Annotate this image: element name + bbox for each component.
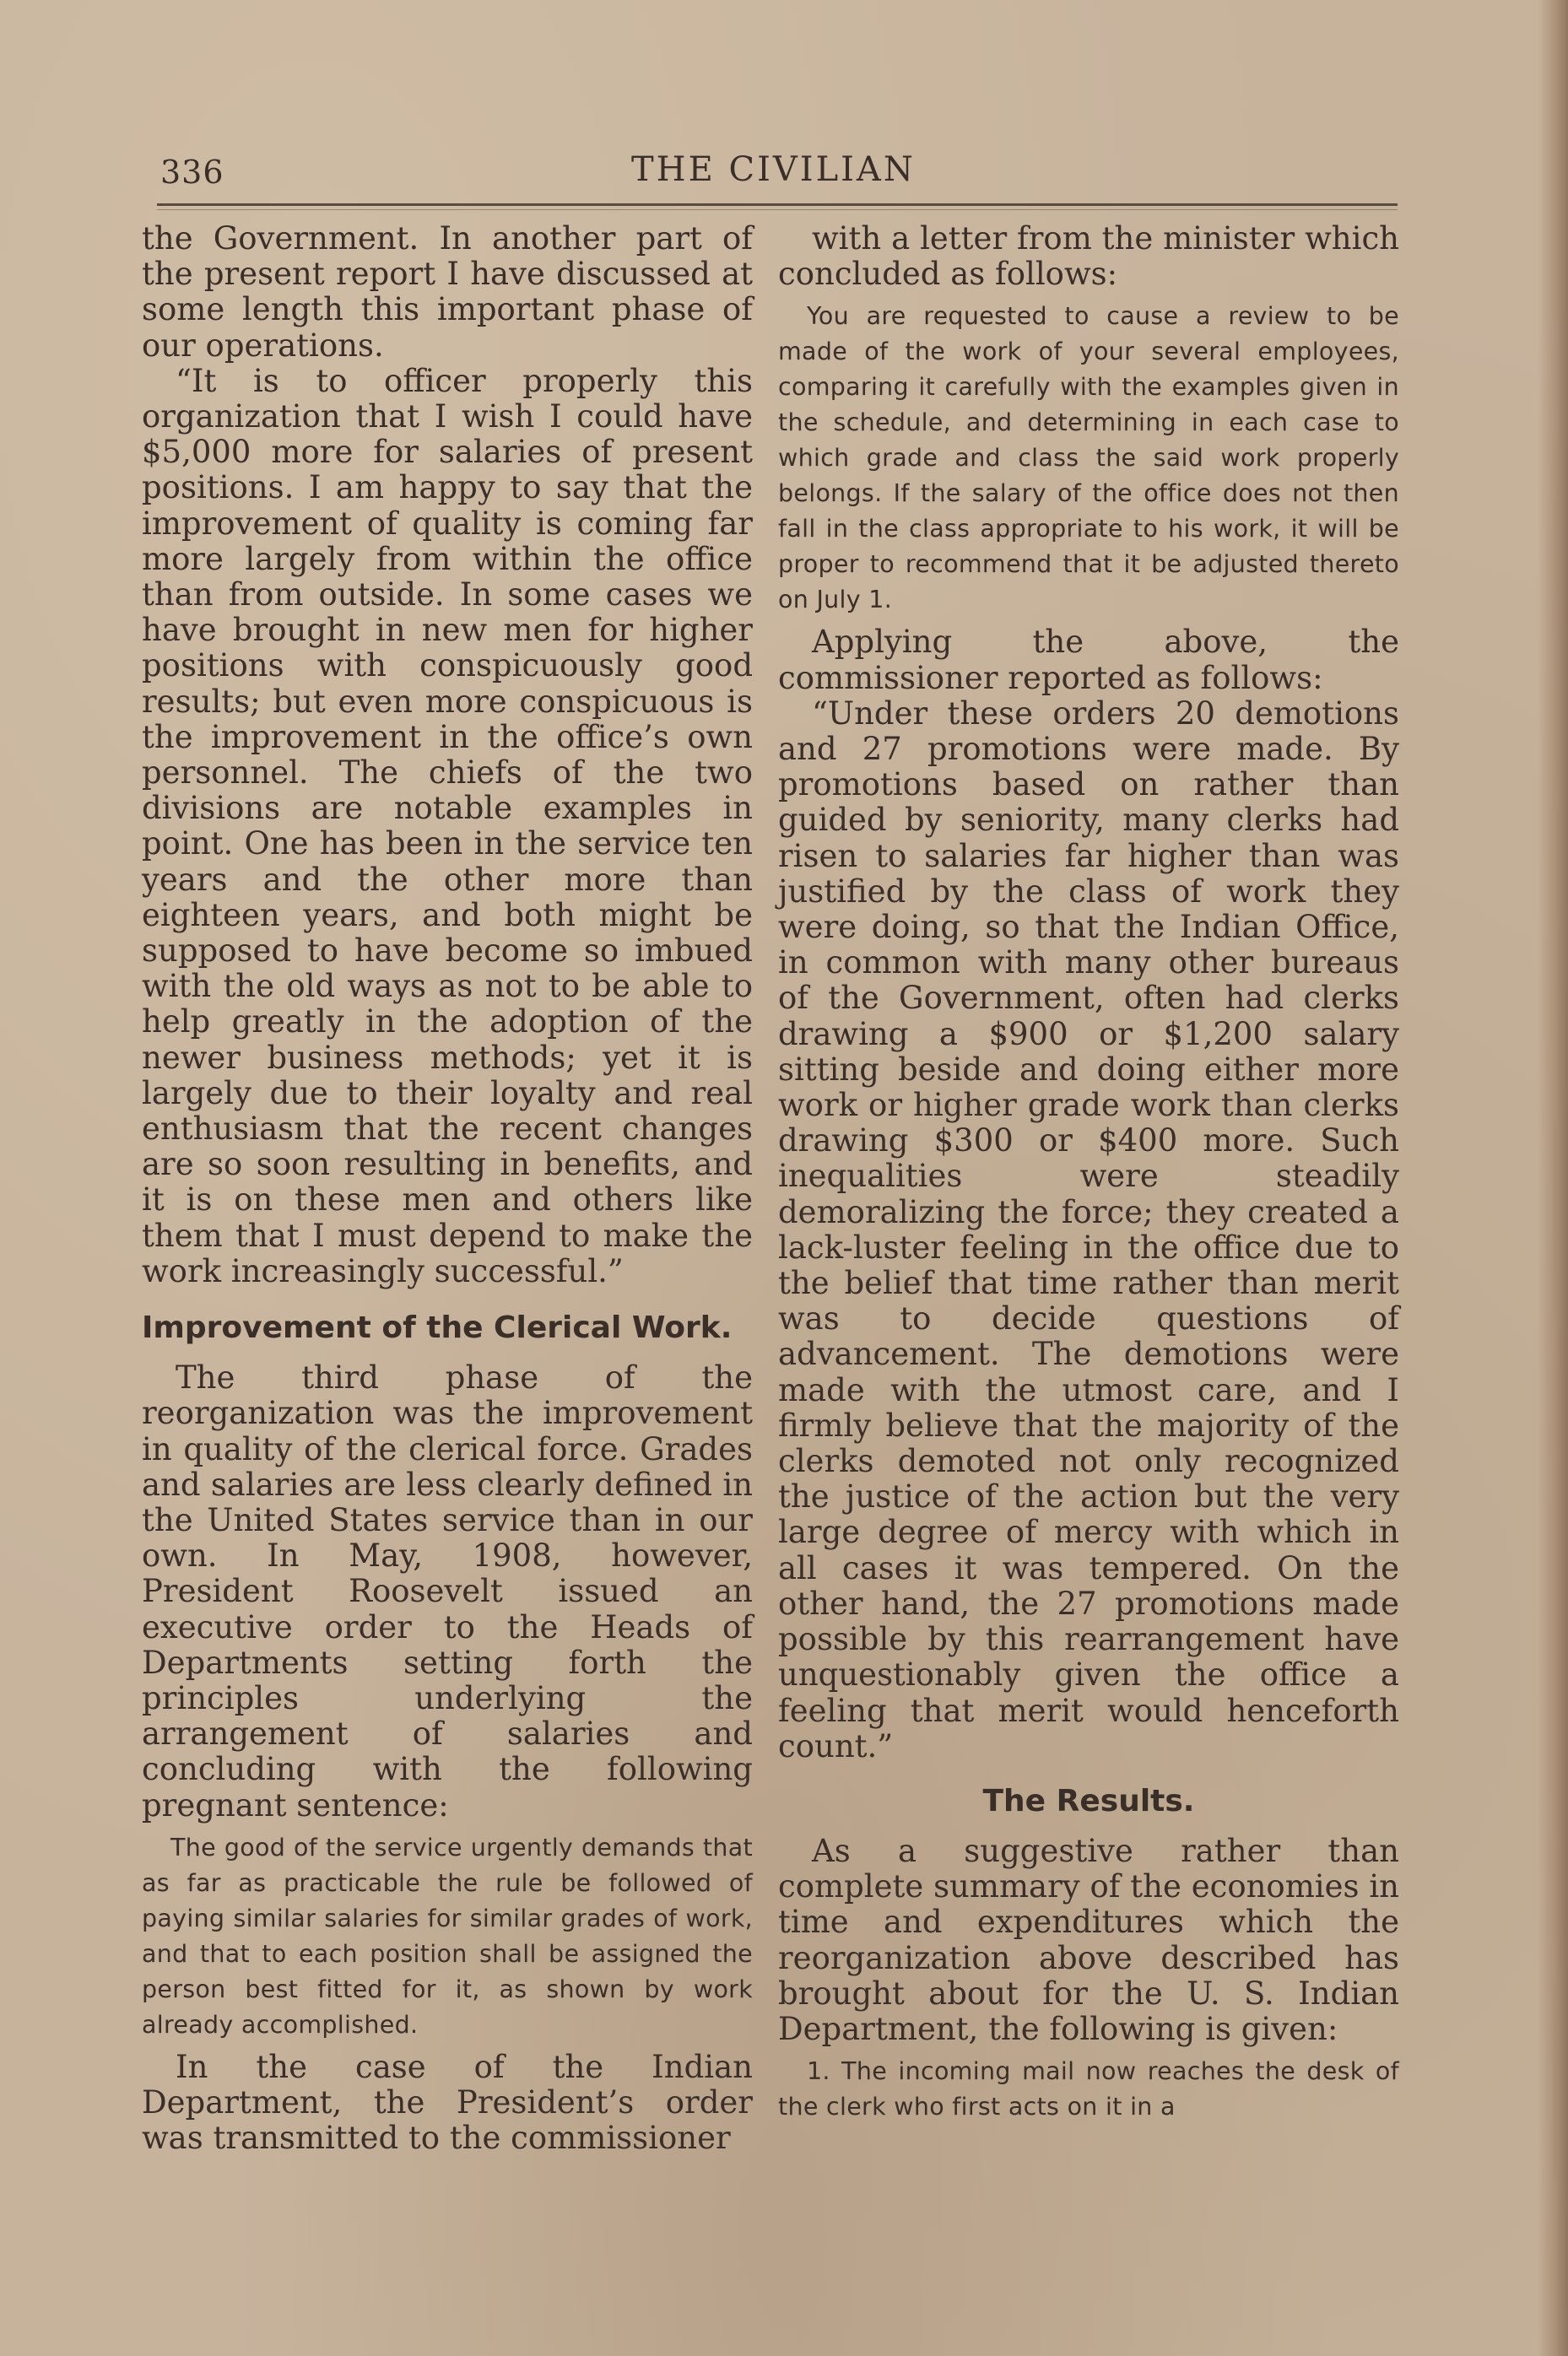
right-paragraph-2: Applying the above, the commissioner reported as follows: [778,624,1399,696]
section-heading-clerical-work: Improvement of the Clerical Work. [142,1310,733,1346]
section-heading-results: The Results. [982,1783,1195,1818]
left-paragraph-2: “It is to officer properly this organization that I wish I could have $5,000 more for salaries of present positions. I am happy to say that the improvement of quality is coming far more largely from within the office than from outside. In some cases we have brought in new men for higher positions with conspicuously good results; but even more conspicuous is the improvement in the office’s own personnel. The chiefs of the two divisions are notable examples in point. One has been in the service ten years and the other more than eighteen years, and both might be supposed to have become so imbued with the old ways as not to be able to help greatly in the adoption of the newer business methods; yet it is largely due to their loyalty and real enthusiasm that the recent changes are so soon resulting in benefits, and it is on these men and others like them that I must depend to make the work increasingly successful.” [142,362,753,1289]
right-paragraph-4: As a suggestive rather than complete summary of the economies in time and expenditures which the reorganization above described has brought about for the U. S. Indian Department, the following is given: [778,1832,1399,2047]
running-title: THE CIVILIAN [631,150,916,189]
results-list-item-1: 1. The incoming mail now reaches the desk of the clerk who first acts on it in a [778,2057,1399,2121]
right-column [778,221,1399,2125]
minister-letter-quote: You are requested to cause a review to be made of the work of your several employees, comparing it carefully with the examples given in the schedule, and determining in each case to which grade and class the said work properly belongs. If the salary of the office does not then fall in the class appropriate to his work, it will be proper to recommend that it be adjusted thereto on July 1. [778,302,1399,614]
left-paragraph-4: In the case of the Indian Department, the President’s order was transmitted to the commissioner [142,2048,753,2157]
header-rule-thin [157,209,1398,210]
left-paragraph-1: the Government. In another part of the present report I have discussed at some length this important phase of our operations. [142,220,753,364]
executive-order-quote: The good of the service urgently demands that as far as practicable the rule be followed of paying similar salaries for similar grades of work, and that to each position shall be assigned the person best fitted for it, as shown by work already accomplished. [142,1833,753,2039]
left-column [142,221,753,2156]
left-paragraph-3: The third phase of the reorganization was the improvement in quality of the clerical force. Grades and salaries are less clearly defined in the United States service than in our own. In May, 1908, however, President Roosevelt issued an executive order to the Heads of Departments setting forth the principles underlying the arrangement of salaries and concluding with the following pregnant sentence: [142,1359,753,1824]
page-header [150,143,1399,203]
right-paragraph-1: with a letter from the minister which concluded as follows: [778,220,1399,293]
right-paragraph-3: “Under these orders 20 demotions and 27 promotions were made. By promotions based on rather than guided by seniority, many clerks had risen to salaries far higher than was justified by the class of work they were doing, so that the Indian Office, in common with many other bureaus of the Government, often had clerks drawing a $900 or $1,200 salary sitting beside and doing either more work or higher grade work than clerks drawing $300 or $400 more. Such inequalities were steadily demoralizing the force; they created a lack-luster feeling in the office due to the belief that time rather than merit was to decide questions of advancement. The demotions were made with the utmost care, and I firmly believe that the majority of the clerks demoted not only recognized the justice of the action but the very large degree of mercy with which in all cases it was tempered. On the other hand, the 27 promotions made possible by this rearrangement have unquestionably given the office a feeling that merit would henceforth count.” [778,694,1399,1764]
header-rule [157,203,1398,206]
page-edge-shadow [1538,0,1568,2356]
page-number: 336 [160,154,224,191]
